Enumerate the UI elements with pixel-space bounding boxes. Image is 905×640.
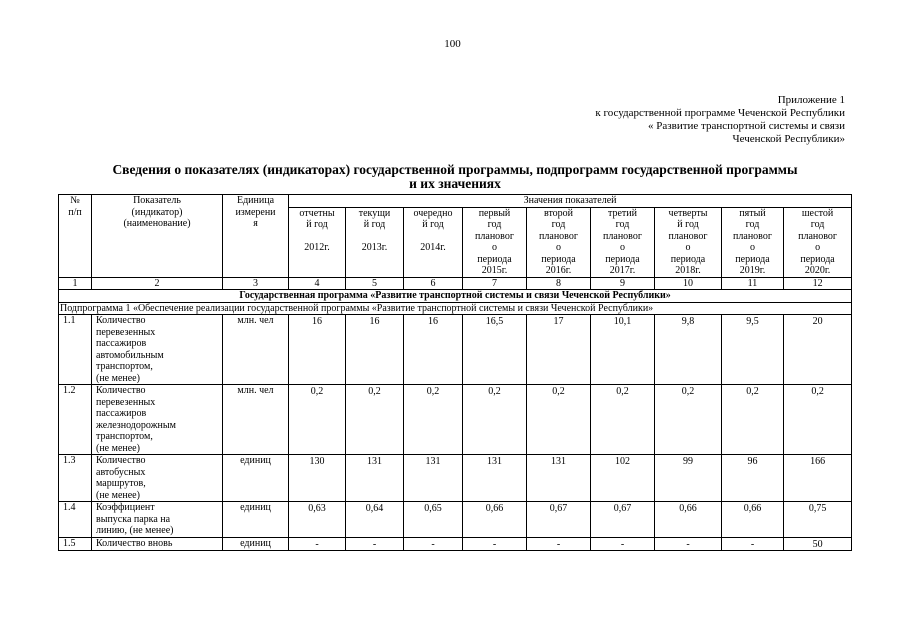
value-cell: 0,65 <box>404 502 463 538</box>
value-cell: 96 <box>722 455 784 502</box>
table-row <box>59 455 852 502</box>
subprogram-title: Подпрограмма 1 «Обеспечение реализации государственной программы «Развитие транспортной системы и связи Чеченской Республики» <box>59 302 852 315</box>
value-cell: 16 <box>404 315 463 385</box>
column-number: 3 <box>223 277 289 290</box>
value-cell: 166 <box>784 455 852 502</box>
value-cell: - <box>655 537 722 551</box>
value-cell: 0,64 <box>346 502 404 538</box>
table-row <box>59 502 852 538</box>
value-cell: 10,1 <box>591 315 655 385</box>
header-period: отчетны й год 2012г. <box>289 207 346 277</box>
title-line-1: Сведения о показателях (индикаторах) государственной программы, подпрограмм государственной программы <box>112 162 798 177</box>
value-cell: 0,67 <box>591 502 655 538</box>
appendix-line: к государственной программе Чеченской Республики <box>595 107 845 119</box>
value-cell: 102 <box>591 455 655 502</box>
table-row <box>59 537 852 551</box>
unit-cell: единиц <box>223 455 289 502</box>
document-title <box>50 163 860 191</box>
value-cell: - <box>722 537 784 551</box>
value-cell: 0,2 <box>289 385 346 455</box>
value-cell: 0,75 <box>784 502 852 538</box>
unit-cell: млн. чел <box>223 385 289 455</box>
table-row <box>59 385 852 455</box>
value-cell: 0,2 <box>404 385 463 455</box>
column-number: 8 <box>527 277 591 290</box>
row-number: 1.5 <box>59 537 92 551</box>
header-period: третий год плановог о периода 2017г. <box>591 207 655 277</box>
value-cell: 99 <box>655 455 722 502</box>
value-cell: 130 <box>289 455 346 502</box>
header-period: очередно й год 2014г. <box>404 207 463 277</box>
row-number: 1.3 <box>59 455 92 502</box>
table-row <box>59 315 852 385</box>
unit-cell: единиц <box>223 537 289 551</box>
appendix-line: Приложение 1 <box>777 94 845 106</box>
value-cell: - <box>404 537 463 551</box>
value-cell: 0,63 <box>289 502 346 538</box>
header-period: текущи й год 2013г. <box>346 207 404 277</box>
header-unit: Единица измерени я <box>223 195 289 278</box>
header-period: пятый год плановог о периода 2019г. <box>722 207 784 277</box>
indicators-table <box>58 194 852 551</box>
value-cell: 0,2 <box>722 385 784 455</box>
unit-cell: млн. чел <box>223 315 289 385</box>
column-number: 2 <box>92 277 223 290</box>
value-cell: 0,2 <box>527 385 591 455</box>
value-cell: 0,67 <box>527 502 591 538</box>
indicator-name: Количество вновь <box>92 537 223 551</box>
column-number-row <box>59 277 852 290</box>
column-number: 1 <box>59 277 92 290</box>
appendix-line: Чеченской Республики» <box>732 133 845 145</box>
value-cell: 0,66 <box>722 502 784 538</box>
column-number: 4 <box>289 277 346 290</box>
value-cell: 16 <box>346 315 404 385</box>
indicator-name: Количество перевезенных пассажиров автомобильным транспортом, (не менее) <box>92 315 223 385</box>
value-cell: - <box>289 537 346 551</box>
value-cell: 16,5 <box>463 315 527 385</box>
value-cell: - <box>463 537 527 551</box>
program-title: Государственная программа «Развитие транспортной системы и связи Чеченской Республики» <box>59 290 852 303</box>
value-cell: 0,2 <box>591 385 655 455</box>
header-period: второй год плановог о периода 2016г. <box>527 207 591 277</box>
column-number: 10 <box>655 277 722 290</box>
column-number: 9 <box>591 277 655 290</box>
indicator-name: Количество автобусных маршрутов, (не менее) <box>92 455 223 502</box>
value-cell: 0,2 <box>346 385 404 455</box>
row-number: 1.4 <box>59 502 92 538</box>
appendix-note <box>595 94 845 146</box>
value-cell: 0,2 <box>655 385 722 455</box>
value-cell: 9,8 <box>655 315 722 385</box>
header-period: четверты й год плановог о периода 2018г. <box>655 207 722 277</box>
header-values-group: Значения показателей <box>289 195 852 208</box>
value-cell: 9,5 <box>722 315 784 385</box>
column-number: 12 <box>784 277 852 290</box>
title-line-2: и их значениях <box>409 176 501 191</box>
page-number: 100 <box>444 38 461 50</box>
column-number: 6 <box>404 277 463 290</box>
value-cell: 0,2 <box>463 385 527 455</box>
header-period: первый год плановог о периода 2015г. <box>463 207 527 277</box>
row-number: 1.1 <box>59 315 92 385</box>
header-period: шестой год плановог о периода 2020г. <box>784 207 852 277</box>
header-num: № п/п <box>59 195 92 278</box>
value-cell: - <box>527 537 591 551</box>
indicator-name: Коэффициент выпуска парка на линию, (не менее) <box>92 502 223 538</box>
value-cell: 0,66 <box>463 502 527 538</box>
value-cell: 16 <box>289 315 346 385</box>
program-row <box>59 290 852 303</box>
value-cell: 20 <box>784 315 852 385</box>
header-row <box>59 195 852 208</box>
column-number: 11 <box>722 277 784 290</box>
value-cell: 50 <box>784 537 852 551</box>
value-cell: - <box>591 537 655 551</box>
header-indicator: Показатель (индикатор) (наименование) <box>92 195 223 278</box>
value-cell: 0,2 <box>784 385 852 455</box>
value-cell: 0,66 <box>655 502 722 538</box>
value-cell: 131 <box>346 455 404 502</box>
value-cell: 131 <box>463 455 527 502</box>
column-number: 7 <box>463 277 527 290</box>
value-cell: 131 <box>527 455 591 502</box>
value-cell: 131 <box>404 455 463 502</box>
subprogram-row <box>59 302 852 315</box>
indicator-name: Количество перевезенных пассажиров железнодорожным транспортом, (не менее) <box>92 385 223 455</box>
row-number: 1.2 <box>59 385 92 455</box>
column-number: 5 <box>346 277 404 290</box>
unit-cell: единиц <box>223 502 289 538</box>
value-cell: - <box>346 537 404 551</box>
value-cell: 17 <box>527 315 591 385</box>
appendix-line: « Развитие транспортной системы и связи <box>648 120 845 132</box>
